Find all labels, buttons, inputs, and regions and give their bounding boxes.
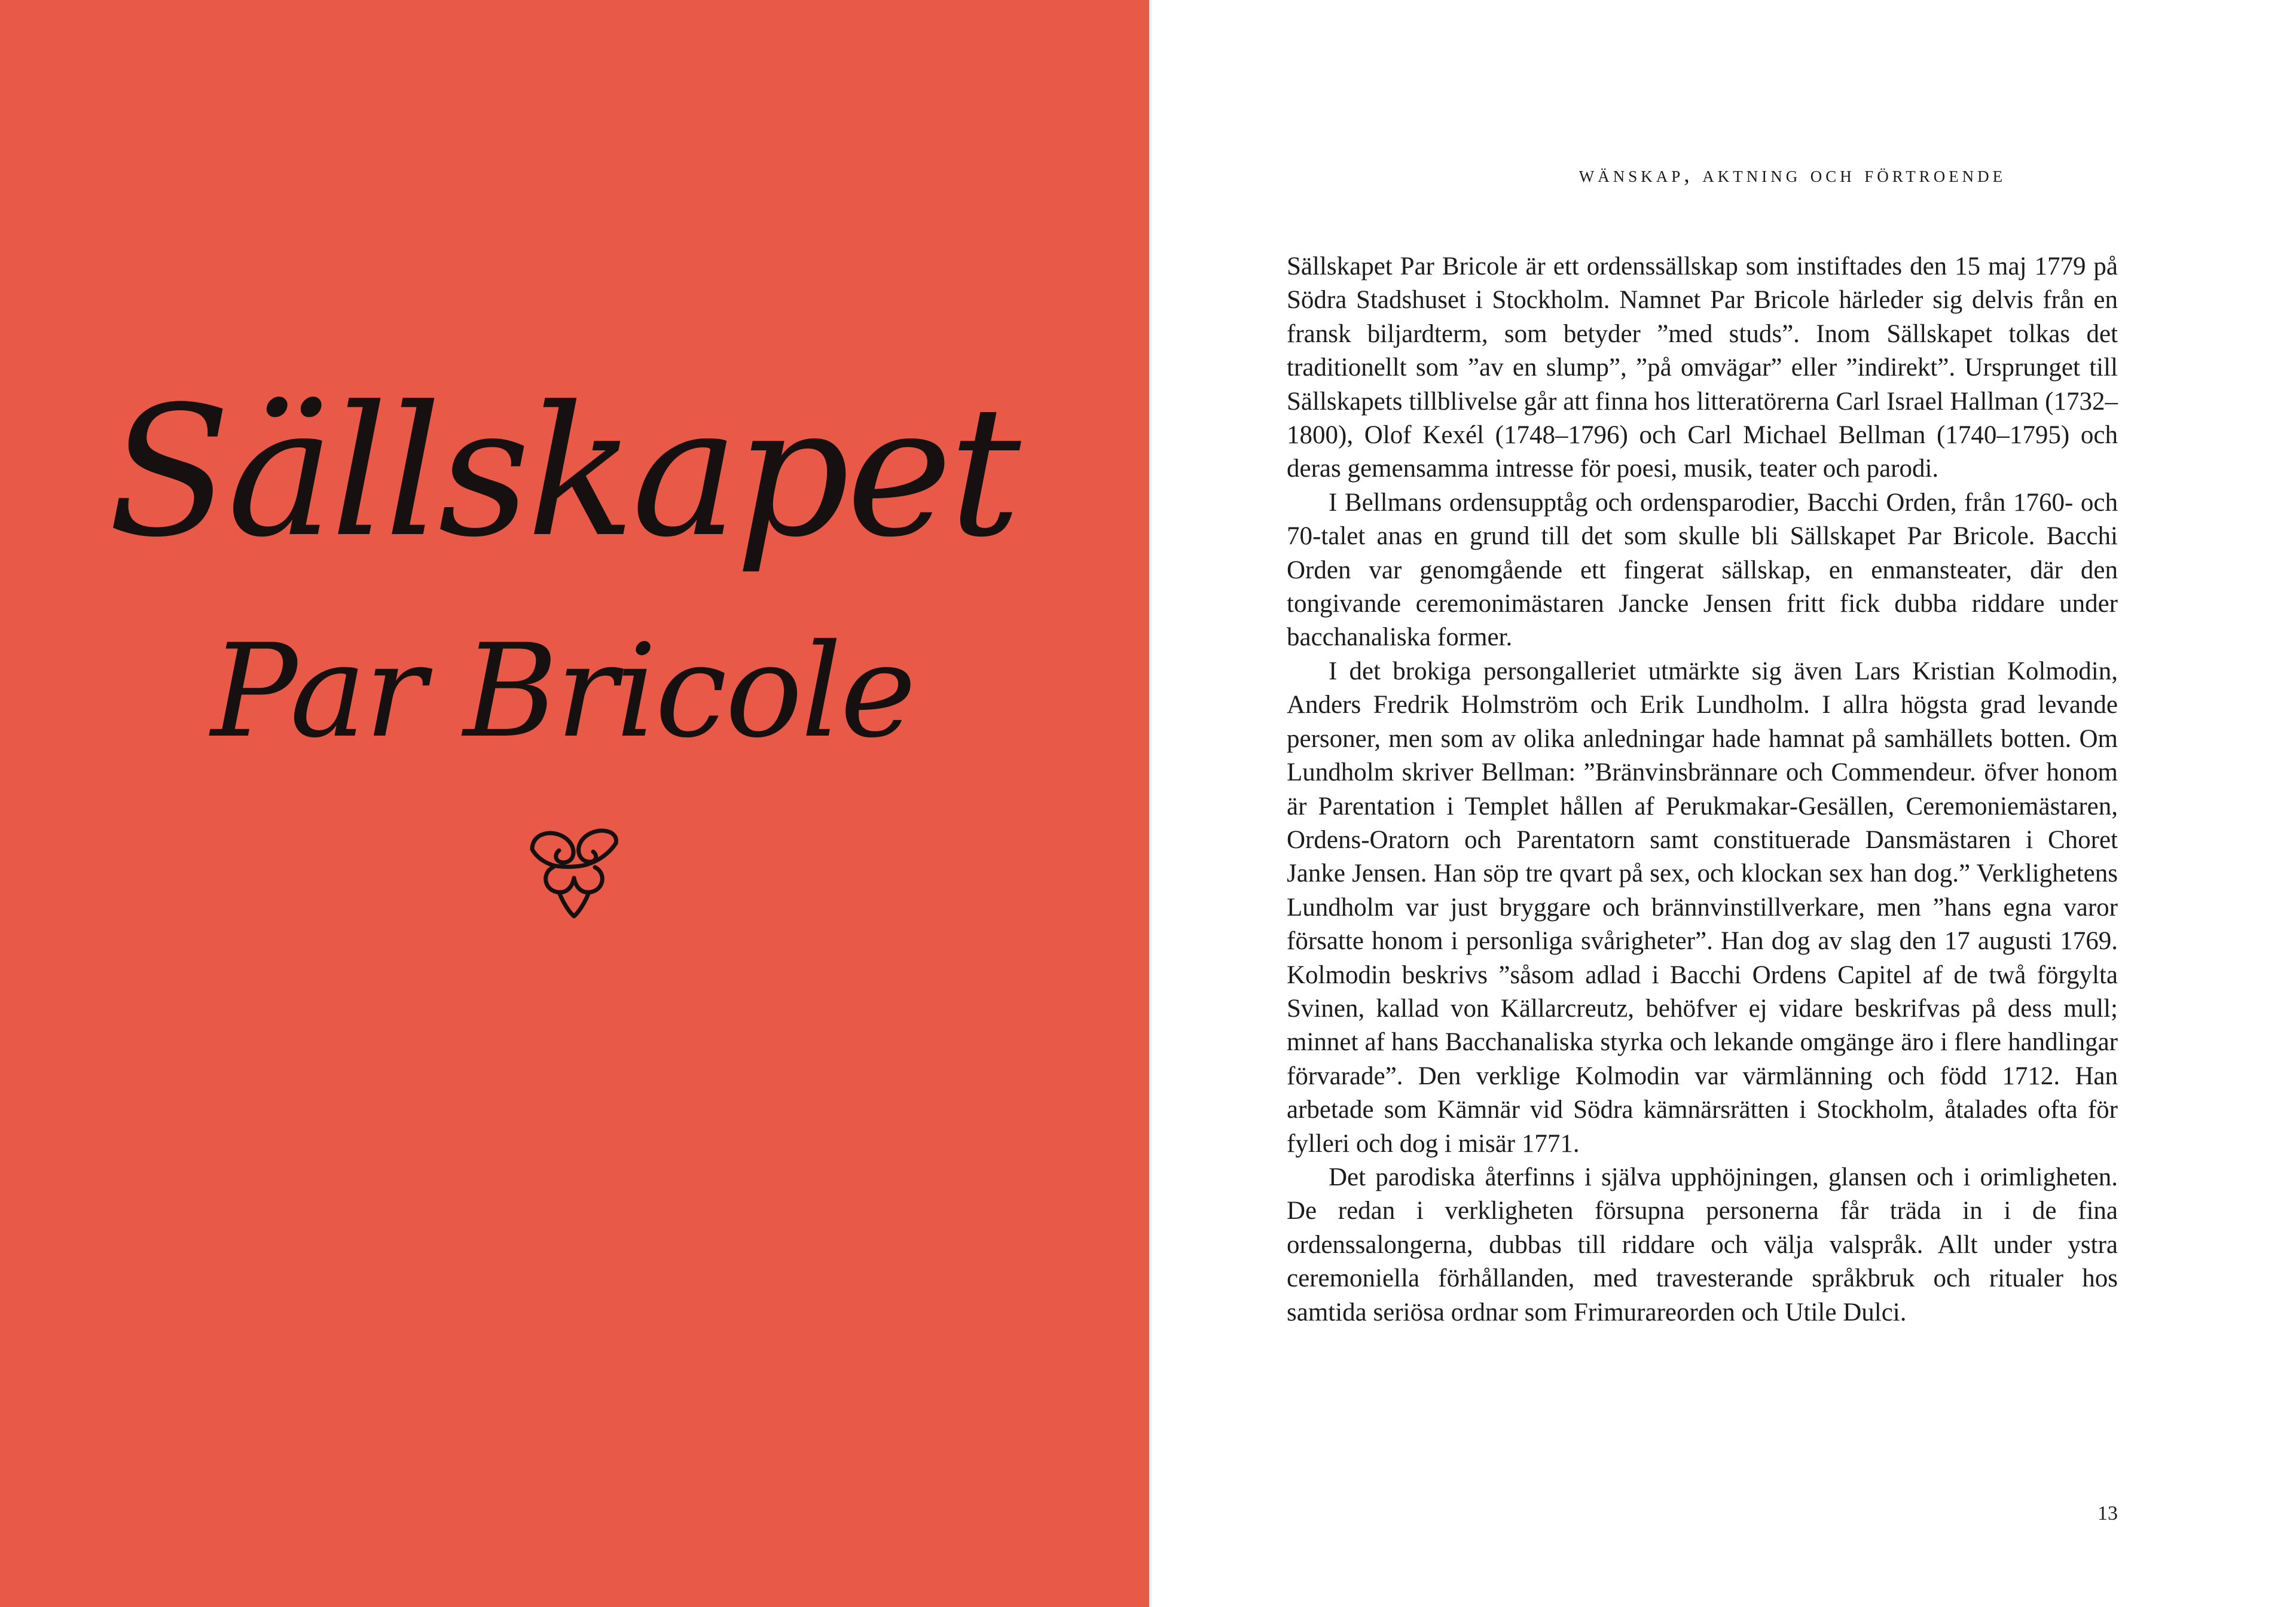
body-text <box>1287 250 2118 1329</box>
title-line-1: Sällskapet <box>108 368 1018 577</box>
page-number: 13 <box>2097 1502 2118 1524</box>
title-line-2: Par Bricole <box>210 616 915 766</box>
trefoil-flourish-icon <box>520 825 628 921</box>
running-head: wänskap, aktning och förtroende <box>1578 162 2007 187</box>
paragraph: Sällskapet Par Bricole är ett ordenssällskap som instiftades den 15 maj 1779 på Södra Stadshuset i Stockholm. Namnet Par Bricole härleder sig delvis från en fransk biljardterm, som betyder ”med studs”. Inom Sällskapet tolkas det traditionellt som ”av en slump”, ”på omvägar” eller ”indirekt”. Ursprunget till Sällskapets tillblivelse går att finna hos litteratörerna Carl Israel Hallman (1732–1800), Olof Kexél (1748–1796) och Carl Michael Bellman (1740–1795) och deras gemensamma intresse för poesi, musik, teater och parodi. <box>1287 252 2118 483</box>
paragraph: I Bellmans ordensupptåg och ordensparodier, Bacchi Orden, från 1760- och 70-talet anas en grund till det som skulle bli Sällskapet Par Bricole. Bacchi Orden var genomgående ett fingerat sällskap, en enmansteater, där den tongivande ceremonimästaren Jancke Jensen fritt fick dubba riddare under bacchanaliska former. <box>1287 488 2118 652</box>
right-page <box>1152 0 2296 1607</box>
paragraph: Det parodiska återfinns i själva upphöjningen, glansen och i orimligheten. De redan i verkligheten försupna personerna får träda in i de fina ordenssalongerna, dubbas till riddare och välja valspråk. Allt under ystra ceremoniella förhållanden, med travesterande språkbruk och ritualer hos samtida seriösa ordnar som Frimurareorden och Utile Dulci. <box>1287 1163 2118 1327</box>
paragraph: I det brokiga persongalleriet utmärkte sig även Lars Kristian Kolmodin, Anders Fredrik Holmström och Erik Lundholm. I allra högsta grad levande personer, men som av olika anledningar hade hamnat på samhällets botten. Om Lundholm skriver Bellman: ”Bränvinsbrännare och Commendeur. öfver honom är Parentation i Templet hållen af Perukmakar-Gesällen, Ceremoniemästaren, Ordens-Oratorn och Parentatorn samt constituerade Dansmästaren i Choret Janke Jensen. Han söp tre qvart på sex, och klockan sex han dog.” Verklighetens Lundholm var just bryggare och brännvinstillverkare, men ”hans egna varor försatte honom i personliga svårigheter”. Han dog av slag den 17 augusti 1769. Kolmodin beskrivs ”såsom adlad i Bacchi Ordens Capitel af de twå förgylta Svinen, kallad von Källarcreutz, behöfver ej vidare beskrifvas på dess mull; minnet af hans Bacchanaliska styrka och lekande omgänge äro i flere handlingar förvarade”. Den verklige Kolmodin var värmlänning och född 1712. Han arbetade som Kämnär vid Södra kämnärsrätten i Stockholm, åtalades ofta för fylleri och dog i misär 1771. <box>1287 657 2118 1158</box>
